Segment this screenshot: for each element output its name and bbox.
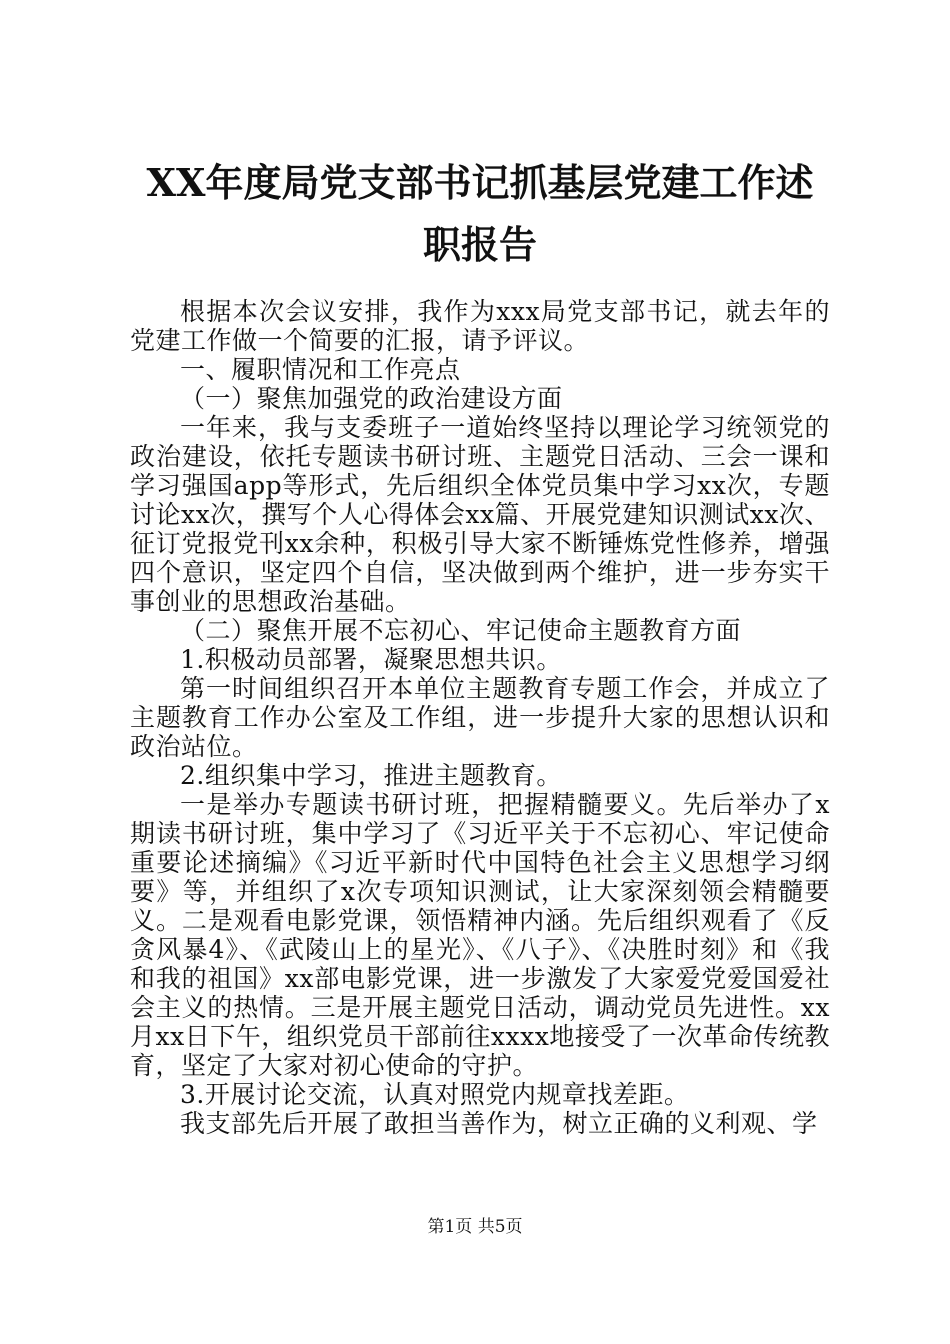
- subsection-heading: （二）聚焦开展不忘初心、牢记使命主题教育方面: [180, 616, 742, 645]
- document-title: XX年度局党支部书记抓基层党建工作述职报告: [146, 160, 814, 267]
- item-heading: 2.组织集中学习，推进主题教育。: [180, 761, 562, 790]
- subsection-heading: （一）聚焦加强党的政治建设方面: [180, 384, 563, 413]
- page-number-footer: 第1页 共5页: [427, 1217, 523, 1237]
- paragraph-intro: 根据本次会议安排，我作为xxx局党支部书记，就去年的党建工作做一个简要的汇报，请予评议。: [130, 297, 830, 355]
- document-body: [130, 297, 830, 1138]
- item-heading: 3.开展讨论交流，认真对照党内规章找差距。: [180, 1080, 690, 1109]
- paragraph: 我支部先后开展了敢担当善作为，树立正确的义利观、学: [180, 1109, 818, 1138]
- paragraph: 第一时间组织召开本单位主题教育专题工作会，并成立了主题教育工作办公室及工作组，进一步提升大家的思想认识和政治站位。: [130, 674, 830, 761]
- section-heading: 一、履职情况和工作亮点: [180, 355, 461, 384]
- paragraph: 一是举办专题读书研讨班，把握精髓要义。先后举办了x期读书研讨班，集中学习了《习近平关于不忘初心、牢记使命重要论述摘编》《习近平新时代中国特色社会主义思想学习纲要》等，并组织了x次专项知识测试，让大家深刻领会精髓要义。二是观看电影党课，领悟精神内涵。先后组织观看了《反贪风暴4》、《武陵山上的星光》、《八子》、《决胜时刻》和《我和我的祖国》xx部电影党课，进一步激发了大家爱党爱国爱社会主义的热情。三是开展主题党日活动，调动党员先进性。xx月xx日下午，组织党员干部前往xxxx地接受了一次革命传统教育，坚定了大家对初心使命的守护。: [130, 790, 830, 1080]
- paragraph: 一年来，我与支委班子一道始终坚持以理论学习统领党的政治建设，依托专题读书研讨班、主题党日活动、三会一课和学习强国app等形式，先后组织全体党员集中学习xx次，专题讨论xx次，撰写个人心得体会xx篇、开展党建知识测试xx次、征订党报党刊xx余种，积极引导大家不断锤炼党性修养，增强四个意识，坚定四个自信，坚决做到两个维护，进一步夯实干事创业的思想政治基础。: [130, 413, 830, 616]
- item-heading: 1.积极动员部署，凝聚思想共识。: [180, 645, 562, 674]
